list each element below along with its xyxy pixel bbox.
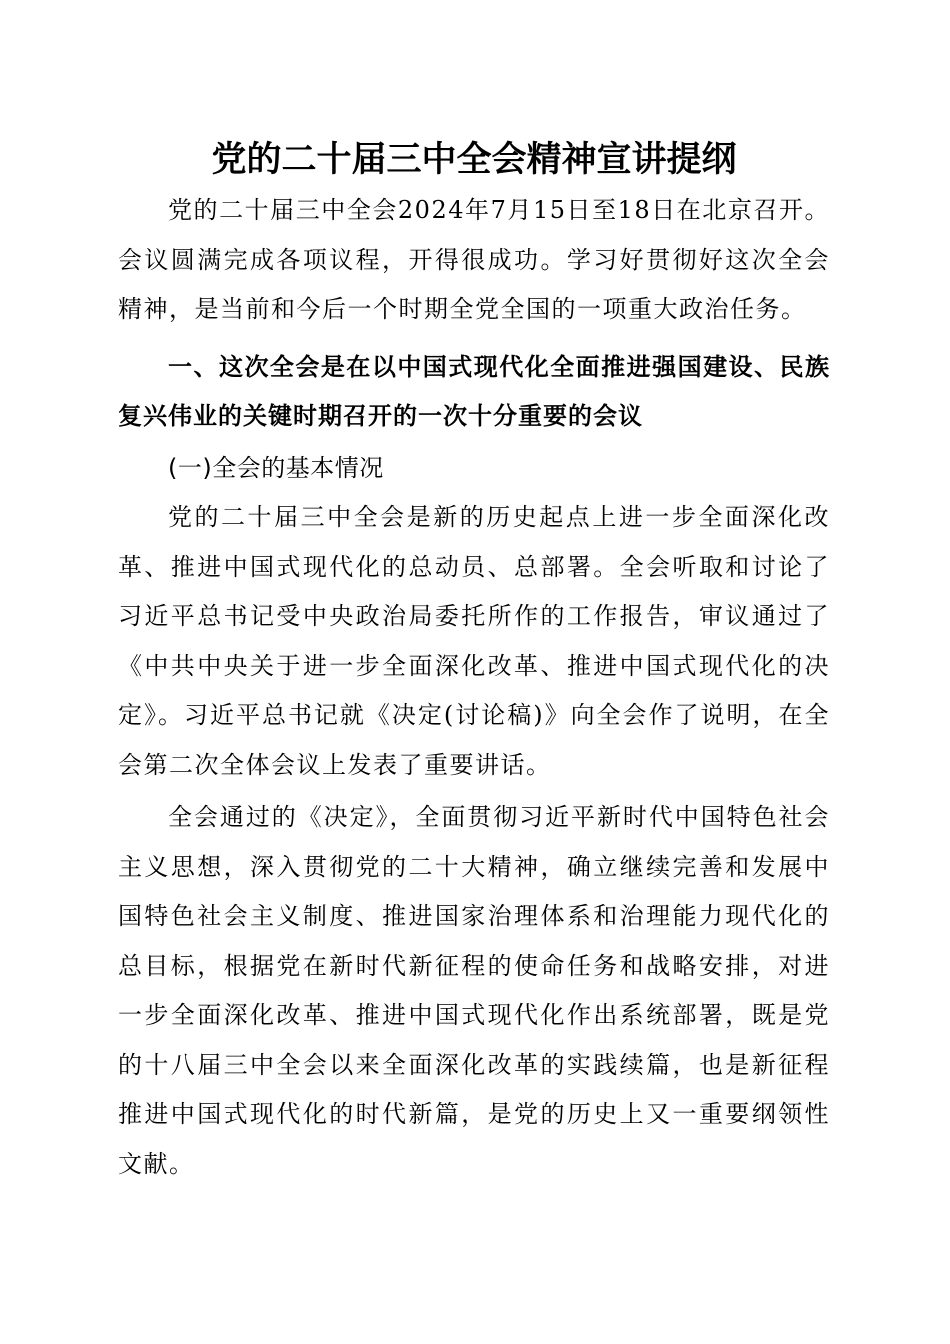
intro-paragraph: 党的二十届三中全会2024年7月15日至18日在北京召开。会议圆满完成各项议程，开得很成功。学习好贯彻好这次全会精神，是当前和今后一个时期全党全国的一项重大政治任务。 (118, 196, 830, 323)
document-content (118, 134, 830, 1189)
section-1-heading: 一、这次全会是在以中国式现代化全面推进强国建设、民族复兴伟业的关键时期召开的一次十分重要的会议 (118, 352, 830, 430)
body-paragraph: 全会通过的《决定》，全面贯彻习近平新时代中国特色社会主义思想，深入贯彻党的二十大精神，确立继续完善和发展中国特色社会主义制度、推进国家治理体系和治理能力现代化的总目标，根据党在新时代新征程的使命任务和战略安排，对进一步全面深化改革、推进中国式现代化作出系统部署，既是党的十八届三中全会以来全面深化改革的实践续篇，也是新征程推进中国式现代化的时代新篇，是党的历史上又一重要纲领性文献。 (118, 803, 830, 1178)
subsection-1-heading: (一)全会的基本情况 (168, 453, 384, 482)
document-title: 党的二十届三中全会精神宣讲提纲 (211, 139, 737, 180)
body-paragraph: 党的二十届三中全会是新的历史起点上进一步全面深化改革、推进中国式现代化的总动员、总部署。全会听取和讨论了习近平总书记受中央政治局委托所作的工作报告，审议通过了《中共中央关于进一步全面深化改革、推进中国式现代化的决定》。习近平总书记就《决定(讨论稿)》向全会作了说明，在全会第二次全体会议上发表了重要讲话。 (118, 503, 830, 779)
